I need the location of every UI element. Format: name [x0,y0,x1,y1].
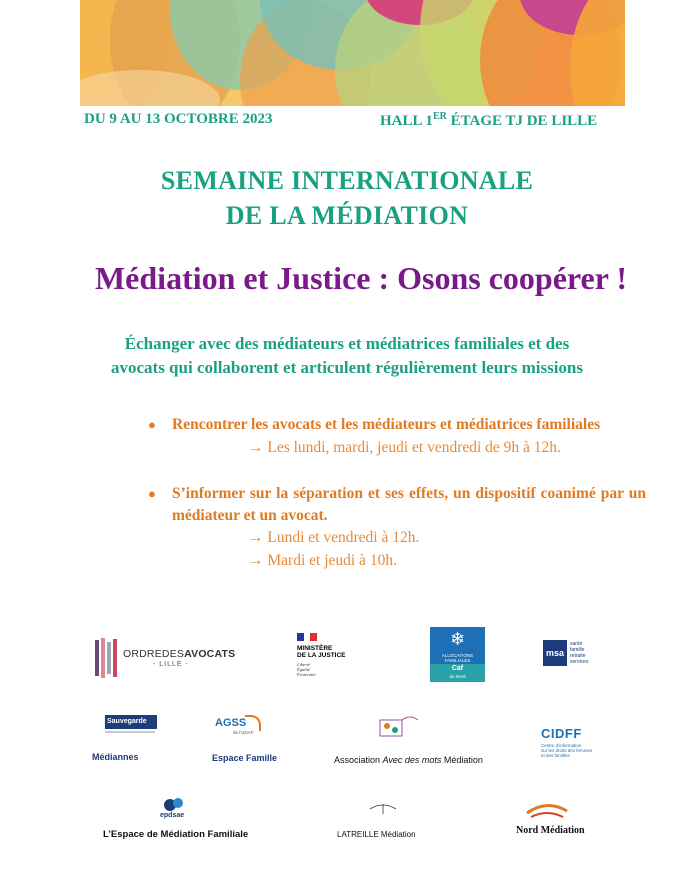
logo-sauvegarde: Sauvegarde [105,712,157,738]
schedule-line: → Les lundi, mardi, jeudi et vendredi de 9h à 12h. [248,439,561,456]
caption-avec-des-mots: Association Avec des mots Médiation [334,755,483,765]
caption-latreille: LATREILLE Médiation [337,830,416,839]
logo-ministere-justice: MINISTÈRE DE LA JUSTICE Liberté Égalité Fraternité [297,633,367,683]
arrow-icon: → [248,529,264,546]
bullet-text: S’informer sur la séparation et ses effets, un dispositif coanimé par un médiateur et un avocat. [172,485,646,524]
ordre-avocats-mark-icon [95,638,121,678]
logo-ordre-avocats: ORDREDESAVOCATS - LILLE - [95,636,230,681]
bullet-item [148,483,646,527]
caption-espace-mediation: L’Espace de Médiation Familiale [103,829,249,840]
event-venue: HALL 1ER ÉTAGE TJ DE LILLE [380,111,598,129]
drawing-icon [376,712,422,742]
event-dates: DU 9 AU 13 OCTOBRE 2023 [84,111,273,127]
header-banner [80,0,625,106]
title-line-2: DE LA MÉDIATION [225,201,469,230]
banner-pattern [80,0,625,106]
french-flag-icon [297,633,317,641]
subtitle: Médiation et Justice : Osons coopérer ! [94,260,628,296]
latreille-mark-icon [368,801,398,815]
intro-line-1: Échanger avec des médiateurs et médiatrices familiales et des [124,334,570,353]
bullet-icon: ● [148,486,156,501]
caption-espace-famille: Espace Famille [212,753,278,763]
caption-nord-mediation: Nord Médiation [516,825,585,836]
bullet-icon: ● [148,417,156,432]
caption-mediannes: Médiannes [92,752,139,762]
epdsae-mark-icon [162,795,186,813]
swoosh-icon [245,715,261,731]
arrow-icon: → [248,552,264,569]
logo-nord-mediation [523,801,571,821]
intro-line-2: avocats qui collaborent et articulent régulièrement leurs missions [110,358,583,377]
title-line-1: SEMAINE INTERNATIONALE [160,166,534,195]
schedule-line: → Lundi et vendredi à 12h. [248,529,420,546]
logo-agss: AGSS de l'UDAF [215,717,263,741]
nord-mediation-mark-icon [523,801,571,821]
snowflake-icon: ❄ [449,629,466,649]
logo-msa: msa santé famille retraite services [543,640,603,668]
logo-cidff: CIDFF Centre d'information sur les droits des femmes et des familles [541,726,593,758]
logo-caf: ❄ ALLOCATIONS FAMILIALES Caf du Nord [430,627,485,682]
schedule-line: → Mardi et jeudi à 10h. [248,552,397,569]
logo-avec-des-mots [376,712,422,742]
arrow-icon: → [248,439,264,456]
logo-latreille [368,801,398,815]
bullet-item [148,414,646,436]
bullet-text: Rencontrer les avocats et les médiateurs et médiatrices familiales [172,416,601,433]
logo-epdsae: epdsae [160,795,188,825]
